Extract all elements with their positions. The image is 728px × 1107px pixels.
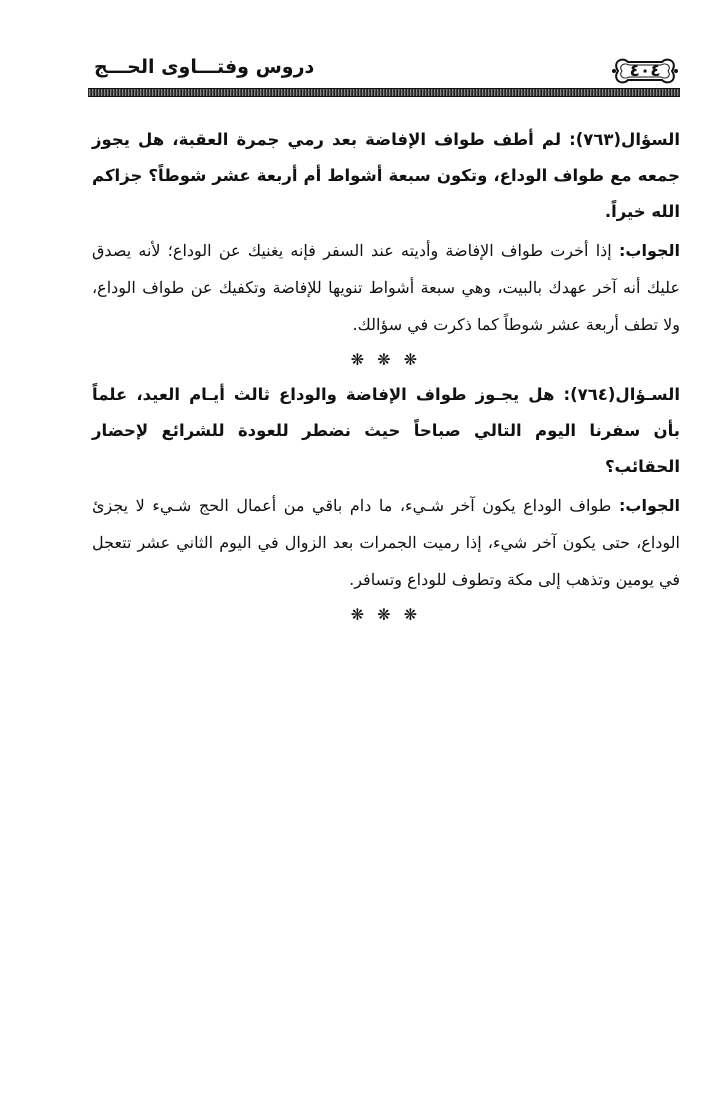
question-text: هل يجـوز طواف الإفاضة والوداع ثالث أيـام العيد، علماً بأن سفرنا اليوم التالي صباحاً حيث نضطر للعودة للشرائع لإحضار الحقائب؟ (92, 385, 680, 476)
header-rule (88, 88, 680, 97)
answer-label: الجواب: (618, 496, 680, 515)
page-header (88, 52, 680, 98)
answer-764 (92, 487, 680, 598)
question-763 (92, 122, 680, 230)
question-764 (92, 377, 680, 485)
book-title: دروس وفتـــاوى الحـــج (94, 56, 315, 78)
answer-text: إذا أخرت طواف الإفاضة وأديته عند السفر فإنه يغنيك عن الوداع؛ لأنه يصدق عليك أنه آخر عهدك بالبيت، وهي سبعة أشواط تنويها للإفاضة وتكفيك عن طواف الوداع، ولا تطف أربعة عشر شوطاً كما ذكرت في سؤالك. (92, 241, 680, 334)
question-label: السؤال(٧٦٣): (569, 130, 680, 149)
question-text: لم أطف طواف الإفاضة بعد رمي جمرة العقبة، هل يجوز جمعه مع طواف الوداع، وتكون سبعة أشواط أم أربعة عشر شوطاً؟ جزاكم الله خيراً. (92, 130, 680, 221)
answer-763 (92, 232, 680, 343)
section-separator: ❋ ❋ ❋ (350, 605, 422, 624)
page-number: ٤٠٤ (629, 61, 661, 81)
answer-label: الجواب: (619, 241, 681, 260)
question-label: السـؤال(٧٦٤): (563, 385, 680, 404)
page-number-badge (610, 54, 680, 88)
page-content (92, 122, 680, 632)
section-separator: ❋ ❋ ❋ (350, 350, 422, 369)
answer-text: طواف الوداع يكون آخر شـيء، ما دام باقي من أعمال الحج شـيء لا يجزئ الوداع، حتى يكون آخر شيء، إذا رميت الجمرات بعد الزوال في اليوم الثاني عشر تتعجل في يومين وتذهب إلى مكة وتطوف للوداع وتسافر. (92, 496, 680, 589)
